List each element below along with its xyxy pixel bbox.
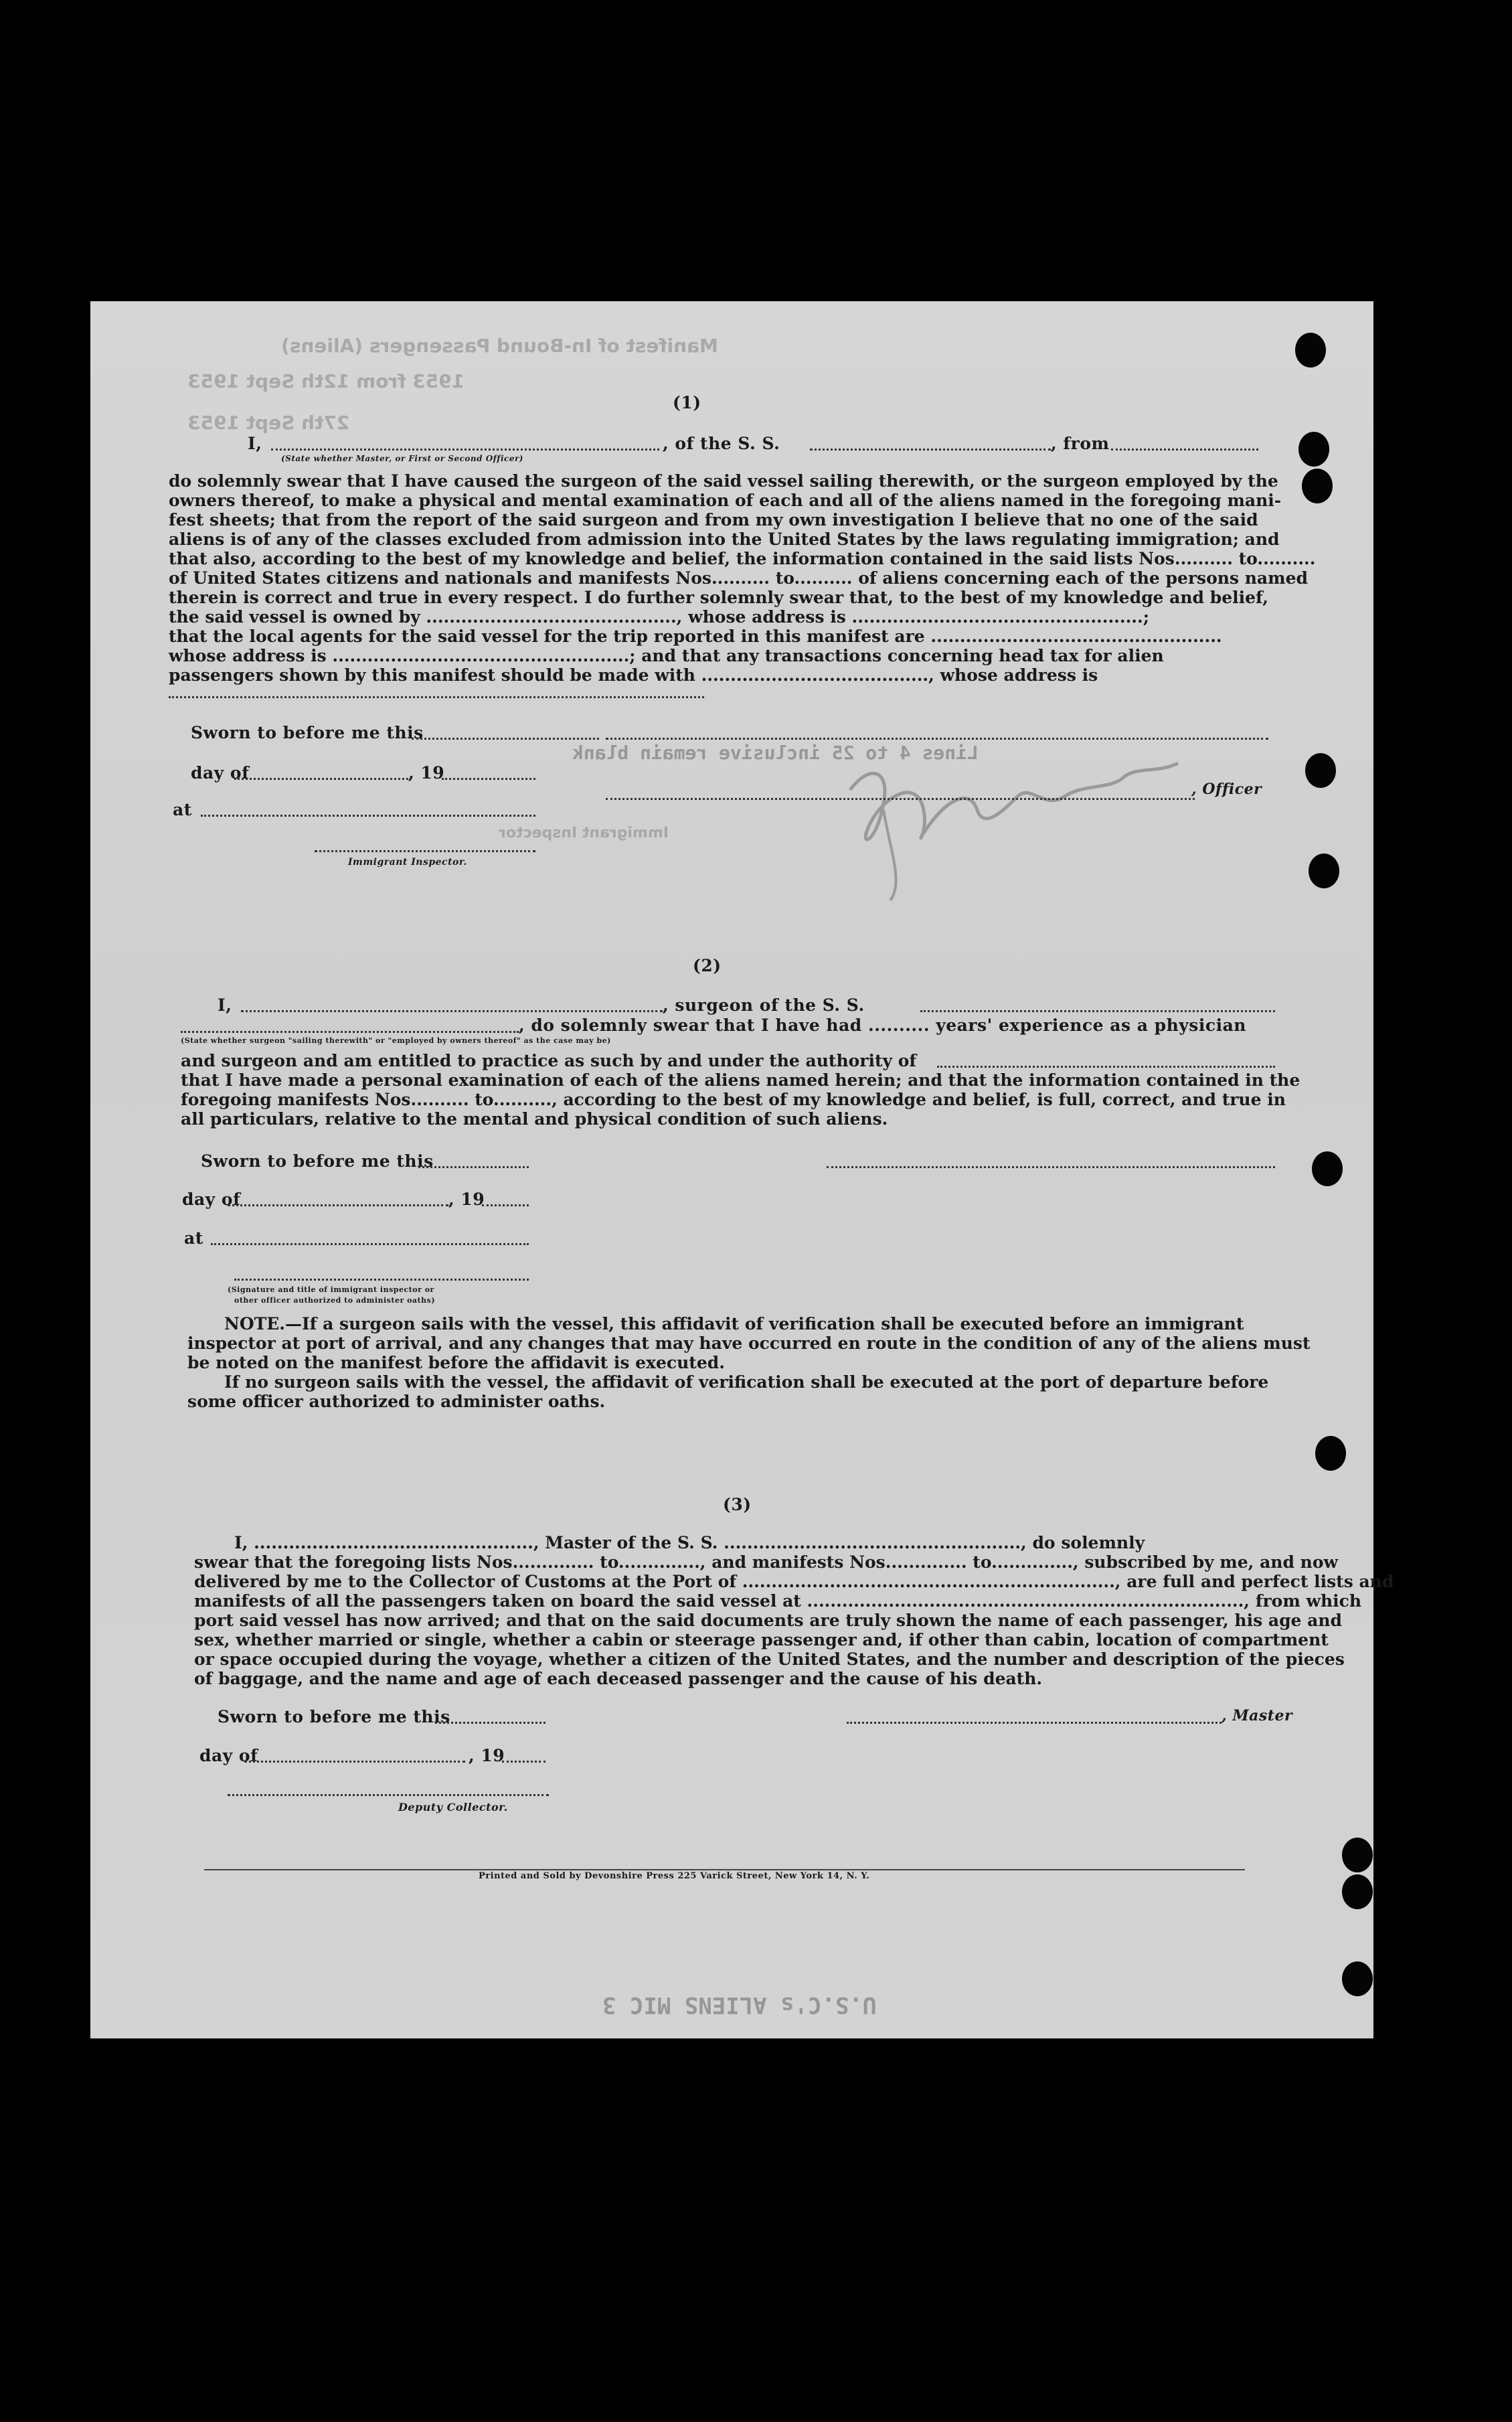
s1-at-label: at bbox=[173, 800, 192, 819]
punch-hole bbox=[1342, 1874, 1373, 1909]
s2-sig-caption-2: other officer authorized to administer oaths) bbox=[234, 1296, 436, 1305]
s2-para-line: foregoing manifests Nos.......... to.........., according to the best of my knowledge and belief, is full, correct, and true in bbox=[181, 1090, 1286, 1109]
s2-para-line: and surgeon and am entitled to practice as such by and under the authority of bbox=[181, 1051, 917, 1070]
signature-bleed-image bbox=[843, 750, 1191, 904]
s3-para-line: port said vessel has now arrived; and that on the said documents are truly shown the name of each passenger, his age and bbox=[194, 1611, 1343, 1630]
punch-hole bbox=[1295, 333, 1326, 368]
bleed-footer-stamp: U.S.C's ALIENS MIC 3 bbox=[602, 1992, 877, 2018]
section-3-number: (3) bbox=[723, 1495, 752, 1514]
punch-hole bbox=[1302, 469, 1333, 503]
s2-note-line: inspector at port of arrival, and any changes that may have occurred en route in the condition of any of the aliens must bbox=[187, 1334, 1311, 1353]
s3-para-line: I, ................................................, Master of the S. S. ..................................................., do solemnly bbox=[234, 1533, 1145, 1552]
s2-para-line: that I have made a personal examination of each of the aliens named herein; and that the information contained in the bbox=[181, 1070, 1300, 1090]
s2-note-line: some officer authorized to administer oaths. bbox=[187, 1392, 606, 1411]
s2-note-line: be noted on the manifest before the affidavit is executed. bbox=[187, 1353, 725, 1372]
s3-master-label: , Master bbox=[1222, 1707, 1293, 1724]
bleed-lines-blank: Lines 4 to 25 inclusive remain blank bbox=[572, 742, 979, 764]
punch-hole bbox=[1312, 1151, 1343, 1186]
punch-hole bbox=[1342, 1961, 1373, 1996]
imprint-line: Printed and Sold by Devonshire Press 225 Varick Street, New York 14, N. Y. bbox=[479, 1871, 870, 1881]
s3-day-of-label: day of bbox=[199, 1746, 258, 1765]
punch-hole bbox=[1298, 432, 1329, 467]
s1-para-line: that also, according to the best of my knowledge and belief, the information contained in the said lists Nos.......... to.......... bbox=[169, 549, 1316, 568]
section-2-number: (2) bbox=[693, 956, 722, 975]
s1-year-label: , 19 bbox=[408, 763, 445, 783]
s1-para-line: the said vessel is owned by ..........................................., whose address is ..................................................; bbox=[169, 607, 1149, 627]
s1-officer-label: , Officer bbox=[1191, 781, 1262, 798]
bleed-header-line-3: 27th Sept 1953 bbox=[187, 412, 350, 434]
section-1-number: (1) bbox=[673, 393, 701, 412]
s1-inspector-caption: Immigrant Inspector. bbox=[348, 857, 467, 868]
s3-year-label: , 19 bbox=[469, 1746, 505, 1765]
s2-i-label: I, bbox=[218, 995, 232, 1015]
s1-from-label: , from bbox=[1051, 434, 1110, 453]
s1-i-label: I, bbox=[248, 434, 262, 453]
punch-hole bbox=[1305, 753, 1336, 788]
s1-para-line: that the local agents for the said vessel for the trip reported in this manifest are .................................................. bbox=[169, 627, 1222, 646]
s2-year-label: , 19 bbox=[448, 1190, 485, 1209]
s1-para-line: owners thereof, to make a physical and mental examination of each and all of the aliens named in the foregoing mani- bbox=[169, 491, 1282, 510]
s3-sworn-label: Sworn to before me this bbox=[218, 1707, 450, 1726]
s1-day-of-label: day of bbox=[191, 763, 250, 783]
s1-para-line: therein is correct and true in every respect. I do further solemnly swear that, to the best of my knowledge and belief, bbox=[169, 588, 1268, 607]
s1-of-ss-label: , of the S. S. bbox=[663, 434, 780, 453]
s2-sworn-label: Sworn to before me this bbox=[201, 1151, 434, 1171]
s2-note-line: If no surgeon sails with the vessel, the affidavit of verification shall be executed at the port of departure before bbox=[224, 1372, 1269, 1392]
punch-hole bbox=[1315, 1436, 1346, 1471]
s1-para-line: of United States citizens and nationals and manifests Nos.......... to.......... of aliens concerning each of the persons named bbox=[169, 568, 1308, 588]
s3-collector-caption: Deputy Collector. bbox=[398, 1801, 508, 1813]
s1-para-line: fest sheets; that from the report of the said surgeon and from my own investigation I believe that no one of the said bbox=[169, 510, 1258, 530]
s3-para-line: or space occupied during the voyage, whether a citizen of the United States, and the number and description of the pieces bbox=[194, 1649, 1345, 1669]
s1-sworn-label: Sworn to before me this bbox=[191, 723, 424, 742]
punch-hole bbox=[1342, 1838, 1373, 1872]
s3-para-line: sex, whether married or single, whether a cabin or steerage passenger and, if other than cabin, location of compartment bbox=[194, 1630, 1329, 1649]
s2-surgeon-of-label: , surgeon of the S. S. bbox=[663, 995, 865, 1015]
s1-para-line: passengers shown by this manifest should be made with ......................................., whose address is bbox=[169, 665, 1098, 685]
s3-para-line: swear that the foregoing lists Nos.............. to.............., and manifests Nos.............. to.............., subscribed by me, and now bbox=[194, 1552, 1339, 1572]
s2-caption: (State whether surgeon "sailing therewith" or "employed by owners thereof" as the case may be) bbox=[181, 1036, 611, 1045]
s1-caption: (State whether Master, or First or Second Officer) bbox=[281, 454, 523, 463]
s3-para-line: of baggage, and the name and age of each deceased passenger and the cause of his death. bbox=[194, 1669, 1043, 1688]
s3-para-line: delivered by me to the Collector of Customs at the Port of ................................................................, are full and perfect lists and bbox=[194, 1572, 1394, 1591]
s2-at-label: at bbox=[184, 1228, 203, 1248]
s2-day-of-label: day of bbox=[182, 1190, 241, 1209]
s2-para-line: all particulars, relative to the mental and physical condition of such aliens. bbox=[181, 1109, 888, 1129]
bleed-header-line-2: 1953 from 12th Sept 1953 bbox=[187, 370, 465, 392]
s3-para-line: manifests of all the passengers taken on board the said vessel at ..........................................................................., from which bbox=[194, 1591, 1362, 1611]
bleed-header-line-1: Manifest of In-Bound Passengers (Aliens) bbox=[281, 335, 718, 357]
s2-note-line: NOTE.—If a surgeon sails with the vessel, this affidavit of verification shall be executed before an immigrant bbox=[224, 1314, 1244, 1334]
s1-para-line: whose address is ...................................................; and that any transactions concerning head tax for alien bbox=[169, 646, 1164, 665]
s1-para-line: aliens is of any of the classes excluded from admission into the United States by the laws regulating immigration; and bbox=[169, 530, 1280, 549]
bleed-inspector: Immigrant Inspector bbox=[499, 825, 669, 841]
s1-para-line: do solemnly swear that I have caused the surgeon of the said vessel sailing therewith, or the surgeon employed by the bbox=[169, 471, 1278, 491]
s2-sig-caption-1: (Signature and title of immigrant inspector or bbox=[228, 1285, 434, 1294]
punch-hole bbox=[1309, 854, 1339, 888]
s2-swear-line: , do solemnly swear that I have had .......... years' experience as a physician bbox=[519, 1016, 1246, 1035]
